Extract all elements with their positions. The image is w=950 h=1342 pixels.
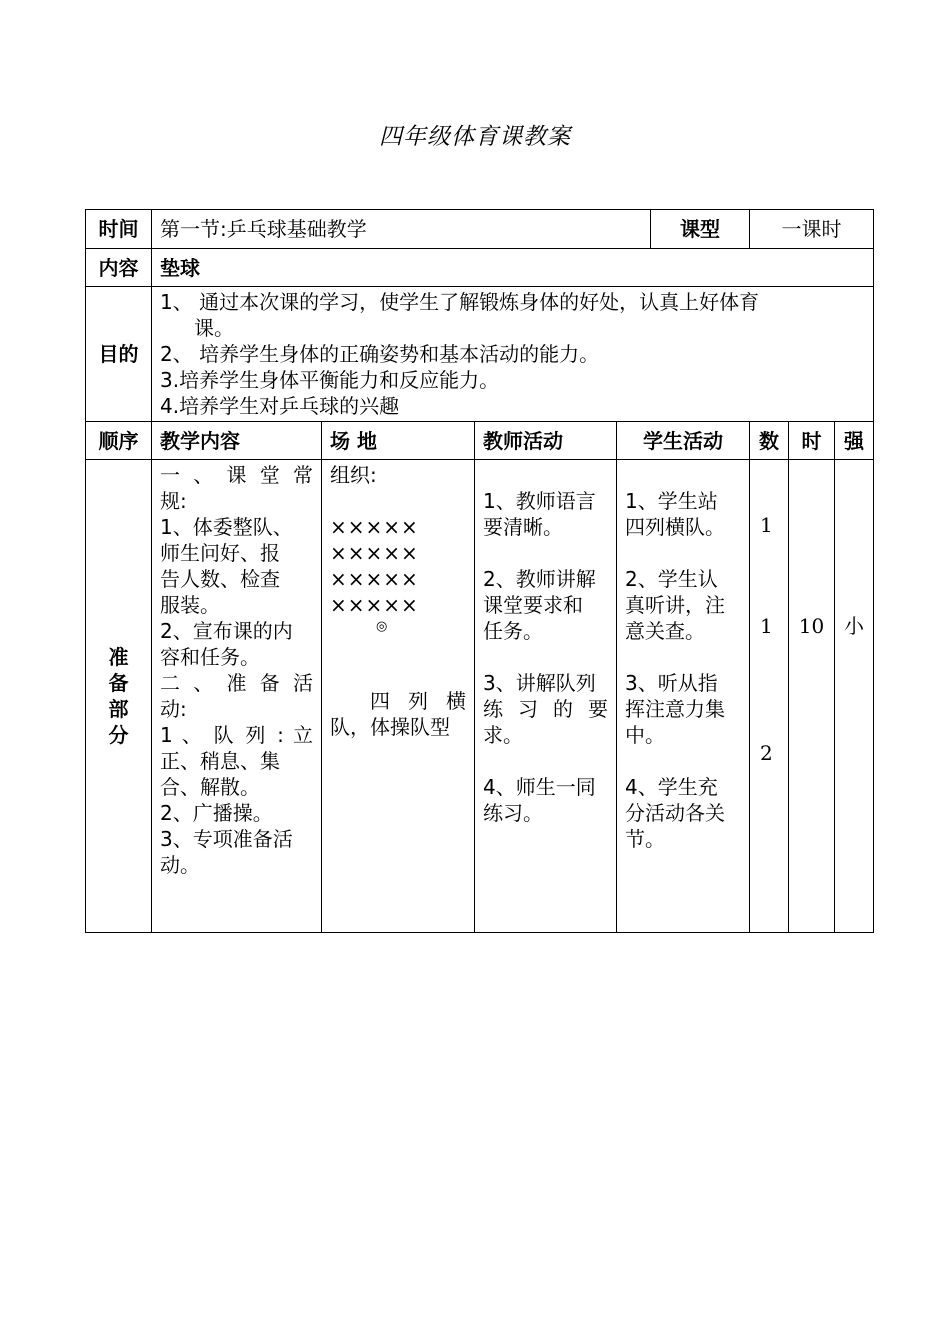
content-label: 内容	[86, 249, 152, 287]
type-label: 课型	[651, 210, 750, 249]
formation-row: ×××××	[330, 593, 419, 617]
time-value: 第一节:乒乓球基础教学	[152, 210, 651, 249]
venue-caption: 四 列 横	[370, 689, 466, 713]
goal-item: 4.培养学生对乒乓球的兴趣	[160, 394, 400, 418]
section-intensity: 小	[835, 460, 874, 933]
section-label: 准 备 部 分	[86, 460, 152, 933]
formation-row: ×××××	[330, 541, 419, 565]
formation-row: ×××××	[330, 567, 419, 591]
col-order: 顺序	[86, 422, 152, 460]
col-count: 数	[750, 422, 789, 460]
time-label: 时间	[86, 210, 152, 249]
section-venue	[322, 460, 475, 933]
col-intensity: 强	[835, 422, 874, 460]
section-content: 一 、 课 堂 常 规: 1、体委整队、 师生问好、报 告人数、检查 服装。 2、宣布课的内 容和任务。 二 、 准 备 活 动: 1 、 队 列 : 立 正、稍息、集 合、解散。 2、广播操。 3、专项准备活 动。	[152, 460, 322, 933]
col-venue: 场 地	[322, 422, 475, 460]
count-value: 1	[760, 614, 773, 638]
content-value: 垫球	[152, 249, 874, 287]
col-teacher: 教师活动	[475, 422, 617, 460]
goal-list	[152, 287, 874, 422]
count-value: 2	[760, 741, 773, 765]
content-row	[86, 249, 874, 287]
teacher-mark-icon: ◎	[376, 619, 388, 634]
section-student: 1、学生站 四列横队。 2、学生认 真听讲，注 意关查。 3、听从指 挥注意力集 中。 4、学生充 分活动各关 节。	[617, 460, 750, 933]
goal-item: 2、 培养学生身体的正确姿势和基本活动的能力。	[160, 342, 600, 366]
section-row	[86, 460, 874, 933]
formation-row: ×××××	[330, 515, 419, 539]
column-header-row	[86, 422, 874, 460]
count-value: 1	[760, 513, 773, 537]
type-value: 一课时	[750, 210, 874, 249]
goal-item: 课。	[194, 316, 234, 340]
section-time: 10	[789, 460, 835, 933]
lesson-plan-table-main	[85, 209, 874, 933]
time-row	[86, 210, 874, 249]
section-teacher: 1、教师语言 要清晰。 2、教师讲解 课堂要求和 任务。 3、讲解队列 练 习 的 要 求。 4、师生一同 练习。	[475, 460, 617, 933]
venue-caption: 队，体操队型	[330, 715, 450, 739]
col-time: 时	[789, 422, 835, 460]
venue-label: 组织:	[330, 463, 377, 487]
goal-label: 目的	[86, 287, 152, 422]
goal-row	[86, 287, 874, 422]
section-count	[750, 460, 789, 933]
col-content: 教学内容	[152, 422, 322, 460]
page-title: 四年级体育课教案	[379, 124, 571, 150]
goal-item: 1、 通过本次课的学习，使学生了解锻炼身体的好处，认真上好体育	[160, 290, 760, 314]
col-student: 学生活动	[617, 422, 750, 460]
goal-item: 3.培养学生身体平衡能力和反应能力。	[160, 368, 500, 392]
